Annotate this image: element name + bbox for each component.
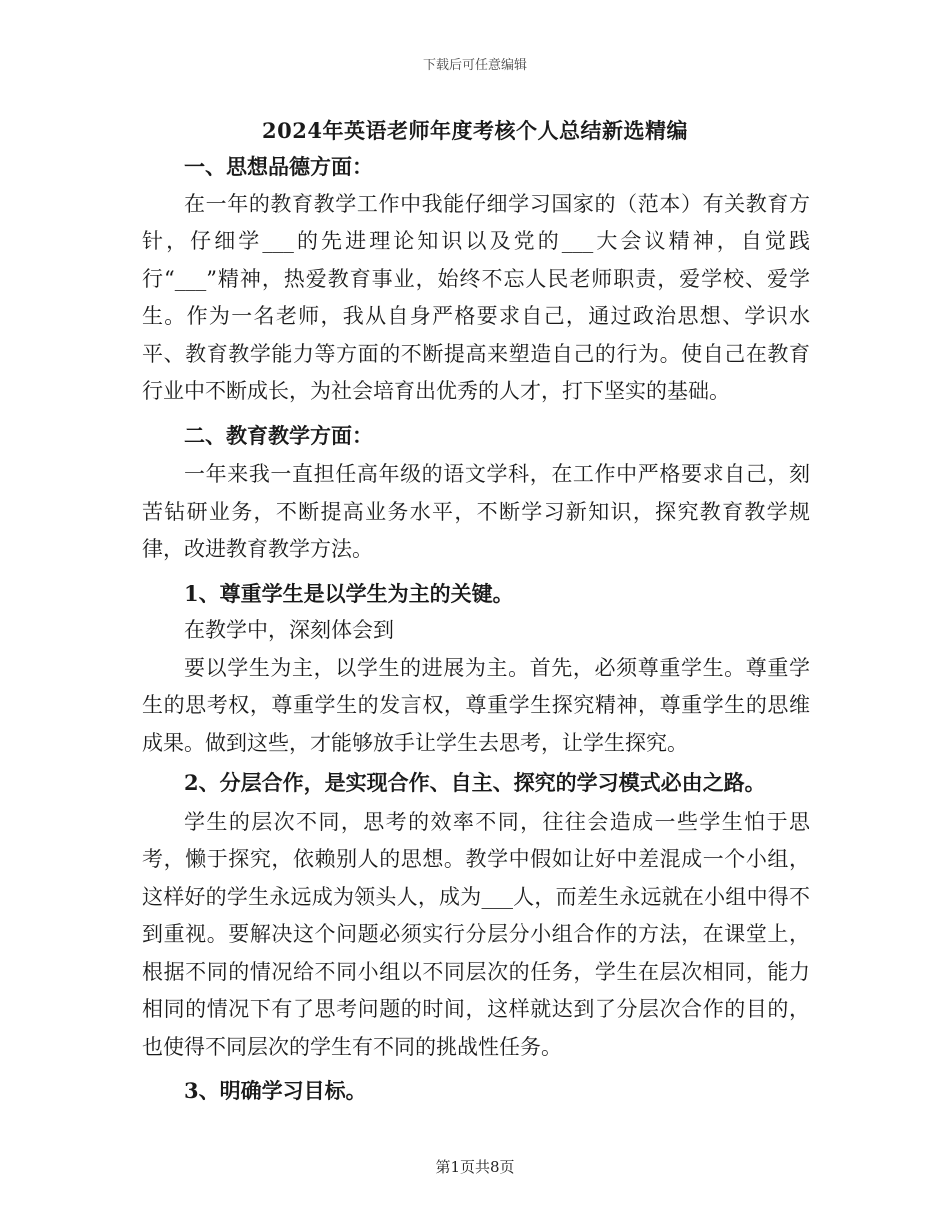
page-footer: 第1页共8页 (435, 1158, 515, 1176)
section-heading: 一、思想品德方面： (184, 154, 373, 179)
section-heading: 二、教育教学方面： (184, 422, 373, 448)
document-body (142, 146, 810, 1110)
paragraph: 在一年的教育教学工作中我能仔细学习国家的（范本）有关教育方针，仔细学___的先进理论知识以及党的___大会议精神，自觉践行“___”精神，热爱教育事业，始终不忘人民老师职责，爱学校、爱学生。作为一名老师，我从自身严格要求自己，通过政治思想、学识水平、教育教学能力等方面的不断提高来塑造自己的行为。使自己在教育行业中不断成长，为社会培育出优秀的人才，打下坚实的基础。 (142, 191, 810, 403)
paragraph: 在教学中，深刻体会到 (184, 618, 394, 642)
section-heading: 3、明确学习目标。 (184, 1078, 367, 1103)
paragraph: 要以学生为主，以学生的进展为主。首先，必须尊重学生。尊重学生的思考权，尊重学生的发言权，尊重学生探究精神，尊重学生的思维成果。做到这些，才能够放手让学生去思考，让学生探究。 (142, 655, 810, 755)
section-heading: 2、分层合作，是实现合作、自主、探究的学习模式必由之路。 (184, 770, 766, 795)
paragraph: 一年来我一直担任高年级的语文学科，在工作中严格要求自己，刻苦钻研业务，不断提高业务水平，不断学习新知识，探究教育教学规律，改进教育教学方法。 (142, 462, 810, 561)
document-title: 2024年英语老师年度考核个人总结新选精编 (262, 118, 688, 143)
paragraph: 学生的层次不同，思考的效率不同，往往会造成一些学生怕于思考，懒于探究，依赖别人的思想。教学中假如让好中差混成一个小组，这样好的学生永远成为领头人，成为___人，而差生永远就在小组中得不到重视。要解决这个问题必须实行分层分小组合作的方法，在课堂上，根据不同的情况给不同小组以不同层次的任务，学生在层次相同，能力相同的情况下有了思考问题的时间，这样就达到了分层次合作的目的，也使得不同层次的学生有不同的挑战性任务。 (142, 809, 810, 1059)
page-header: 下载后可任意编辑 (422, 58, 527, 73)
section-heading: 1、尊重学生是以学生为主的关键。 (184, 580, 514, 606)
